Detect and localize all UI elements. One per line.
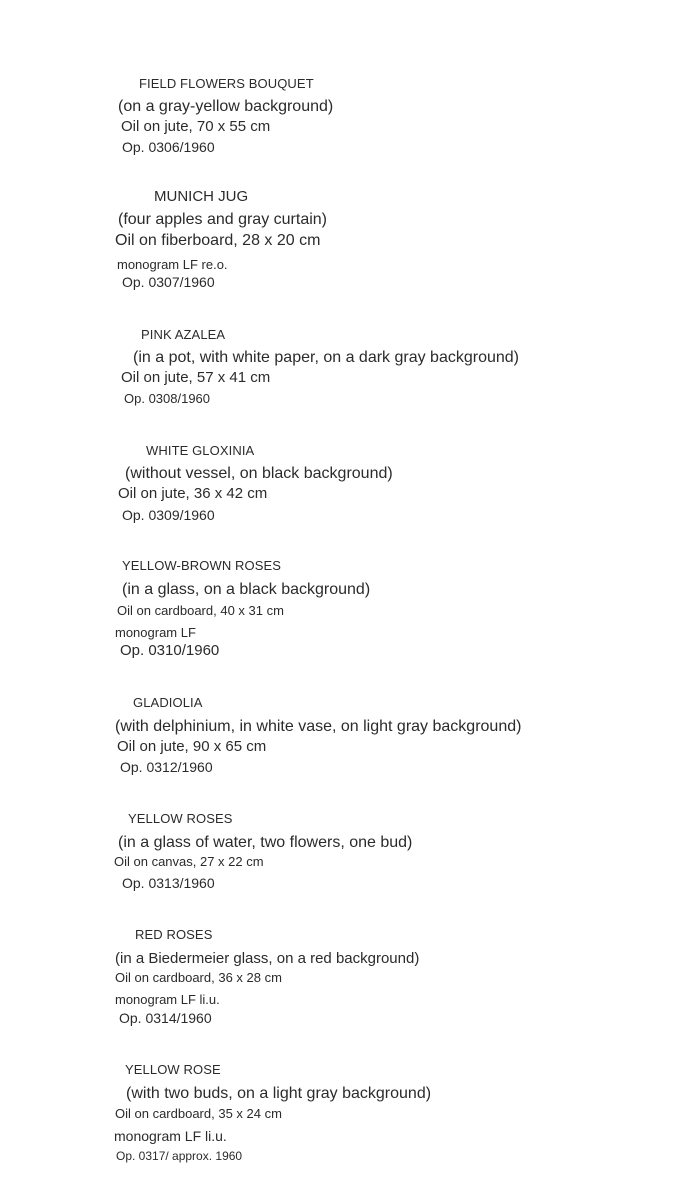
- entry-note: monogram LF li.u.: [114, 1128, 227, 1144]
- entry-medium: Oil on jute, 36 x 42 cm: [118, 485, 268, 502]
- entry-title: WHITE GLOXINIA: [146, 443, 255, 458]
- entry-medium: Oil on cardboard, 36 x 28 cm: [115, 970, 282, 985]
- entry-subtitle: (with two buds, on a light gray background): [126, 1085, 432, 1102]
- entry-opus: Op. 0306/1960: [122, 139, 215, 155]
- entry-medium: Oil on jute, 90 x 65 cm: [117, 738, 267, 755]
- entry-title: MUNICH JUG: [154, 188, 249, 205]
- entry-title: YELLOW ROSES: [128, 811, 233, 826]
- entry-opus: Op. 0313/1960: [122, 875, 215, 891]
- entry-note: monogram LF: [115, 625, 196, 640]
- entry-title: YELLOW-BROWN ROSES: [122, 558, 282, 573]
- entry-subtitle: (four apples and gray curtain): [118, 211, 327, 228]
- entry-title: PINK AZALEA: [141, 327, 226, 342]
- entry-note: monogram LF re.o.: [117, 257, 228, 272]
- entry-opus: Op. 0314/1960: [119, 1010, 212, 1026]
- entry-opus: Op. 0310/1960: [120, 642, 220, 659]
- entry-opus: Op. 0317/ approx. 1960: [116, 1149, 243, 1163]
- entry-subtitle: (in a Biedermeier glass, on a red background): [115, 950, 420, 967]
- entry-opus: Op. 0308/1960: [124, 391, 211, 406]
- entry-medium: Oil on jute, 70 x 55 cm: [121, 118, 271, 135]
- entry-opus: Op. 0309/1960: [122, 507, 215, 523]
- entry-subtitle: (in a pot, with white paper, on a dark gray background): [133, 349, 519, 366]
- entry-title: GLADIOLIA: [133, 695, 203, 710]
- entry-subtitle: (on a gray-yellow background): [118, 98, 334, 115]
- entry-medium: Oil on jute, 57 x 41 cm: [121, 369, 271, 386]
- entry-subtitle: (in a glass of water, two flowers, one bud): [118, 834, 413, 851]
- entry-note: monogram LF li.u.: [115, 992, 220, 1007]
- entry-subtitle: (with delphinium, in white vase, on light gray background): [115, 718, 522, 735]
- entry-opus: Op. 0307/1960: [122, 274, 215, 290]
- entry-title: RED ROSES: [135, 927, 213, 942]
- entry-title: YELLOW ROSE: [125, 1062, 221, 1077]
- entry-title: FIELD FLOWERS BOUQUET: [139, 76, 314, 91]
- entry-medium: Oil on cardboard, 40 x 31 cm: [117, 603, 284, 618]
- entry-subtitle: (without vessel, on black background): [125, 465, 393, 482]
- entry-medium: Oil on cardboard, 35 x 24 cm: [115, 1106, 282, 1121]
- entry-opus: Op. 0312/1960: [120, 759, 213, 775]
- entry-medium: Oil on canvas, 27 x 22 cm: [114, 854, 264, 869]
- entry-medium: Oil on fiberboard, 28 x 20 cm: [115, 232, 321, 249]
- entry-subtitle: (in a glass, on a black background): [122, 581, 371, 598]
